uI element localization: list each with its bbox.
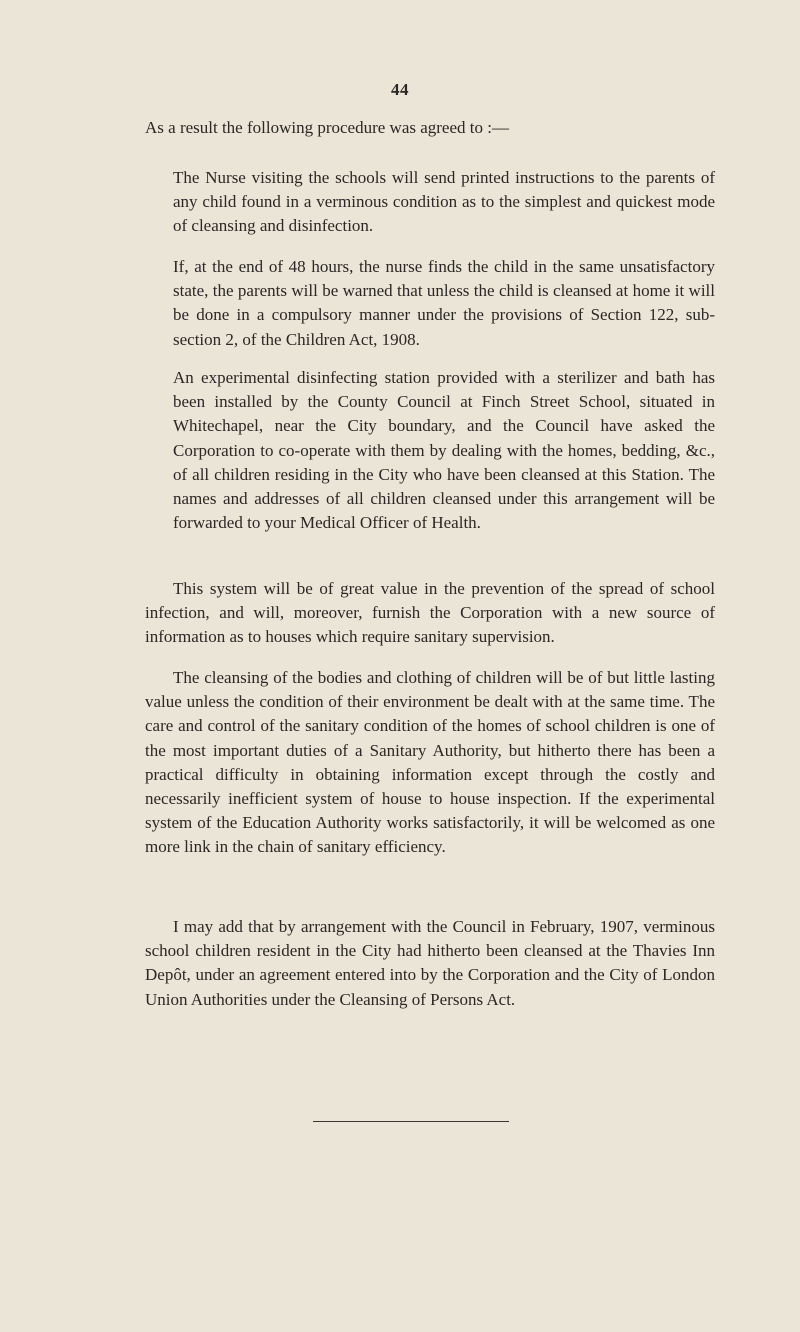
procedure-paragraph-compulsory-cleansing: If, at the end of 48 hours, the nurse finds the child in the same unsatisfactory state, the parents will be warned that unless the child is cleansed at home it will be done in a compulsory manner under the provisions of Section 122, sub-section 2, of the Children Act, 1908. xyxy=(173,257,715,349)
intro-line: As a result the following procedure was agreed to :— xyxy=(145,118,509,137)
procedure-paragraph-disinfecting-station: An experimental disinfecting station provided with a sterilizer and bath has been installed by the County Council at Finch Street School, situated in Whitechapel, near the City boundary, and the Council have asked the Corporation to co-operate with them by dealing with the homes, bedding, &c., of all children residing in the City who have been cleansed at this Station. The names and addresses of all children cleansed under this arrangement will be forwarded to your Medical Officer of Health. xyxy=(173,368,715,533)
body-paragraph-thavies-inn: I may add that by arrangement with the Council in February, 1907, verminous school children resident in the City had hitherto been cleansed at the Thavies Inn Depôt, under an agreement entered into by the Corporation and the City of London Union Authorities under the Cleansing of Persons Act. xyxy=(145,917,715,1009)
body-paragraph-environment: The cleansing of the bodies and clothing of children will be of but little lasting value unless the condition of their environment be dealt with at the same time. The care and control of the sanitary condition of the homes of school children is one of the most important duties of a Sanitary Authority, but hitherto there has been a practical difficulty in obtaining information except through the costly and necessarily inefficient system of house to house inspection. If the experimental system of the Education Authority works satisfactorily, it will be welcomed as one more link in the chain of sanitary efficiency. xyxy=(145,668,715,857)
body-paragraph-system-value: This system will be of great value in the prevention of the spread of school infection, and will, moreover, furnish the Corporation with a new source of information as to houses which require sanitary supervision. xyxy=(145,579,715,647)
procedure-paragraph-nurse-instructions: The Nurse visiting the schools will send printed instructions to the parents of any child found in a verminous condition as to the simplest and quickest mode of cleansing and disinfection. xyxy=(173,168,715,236)
page-number: 44 xyxy=(391,80,409,99)
closing-rule xyxy=(313,1121,509,1122)
